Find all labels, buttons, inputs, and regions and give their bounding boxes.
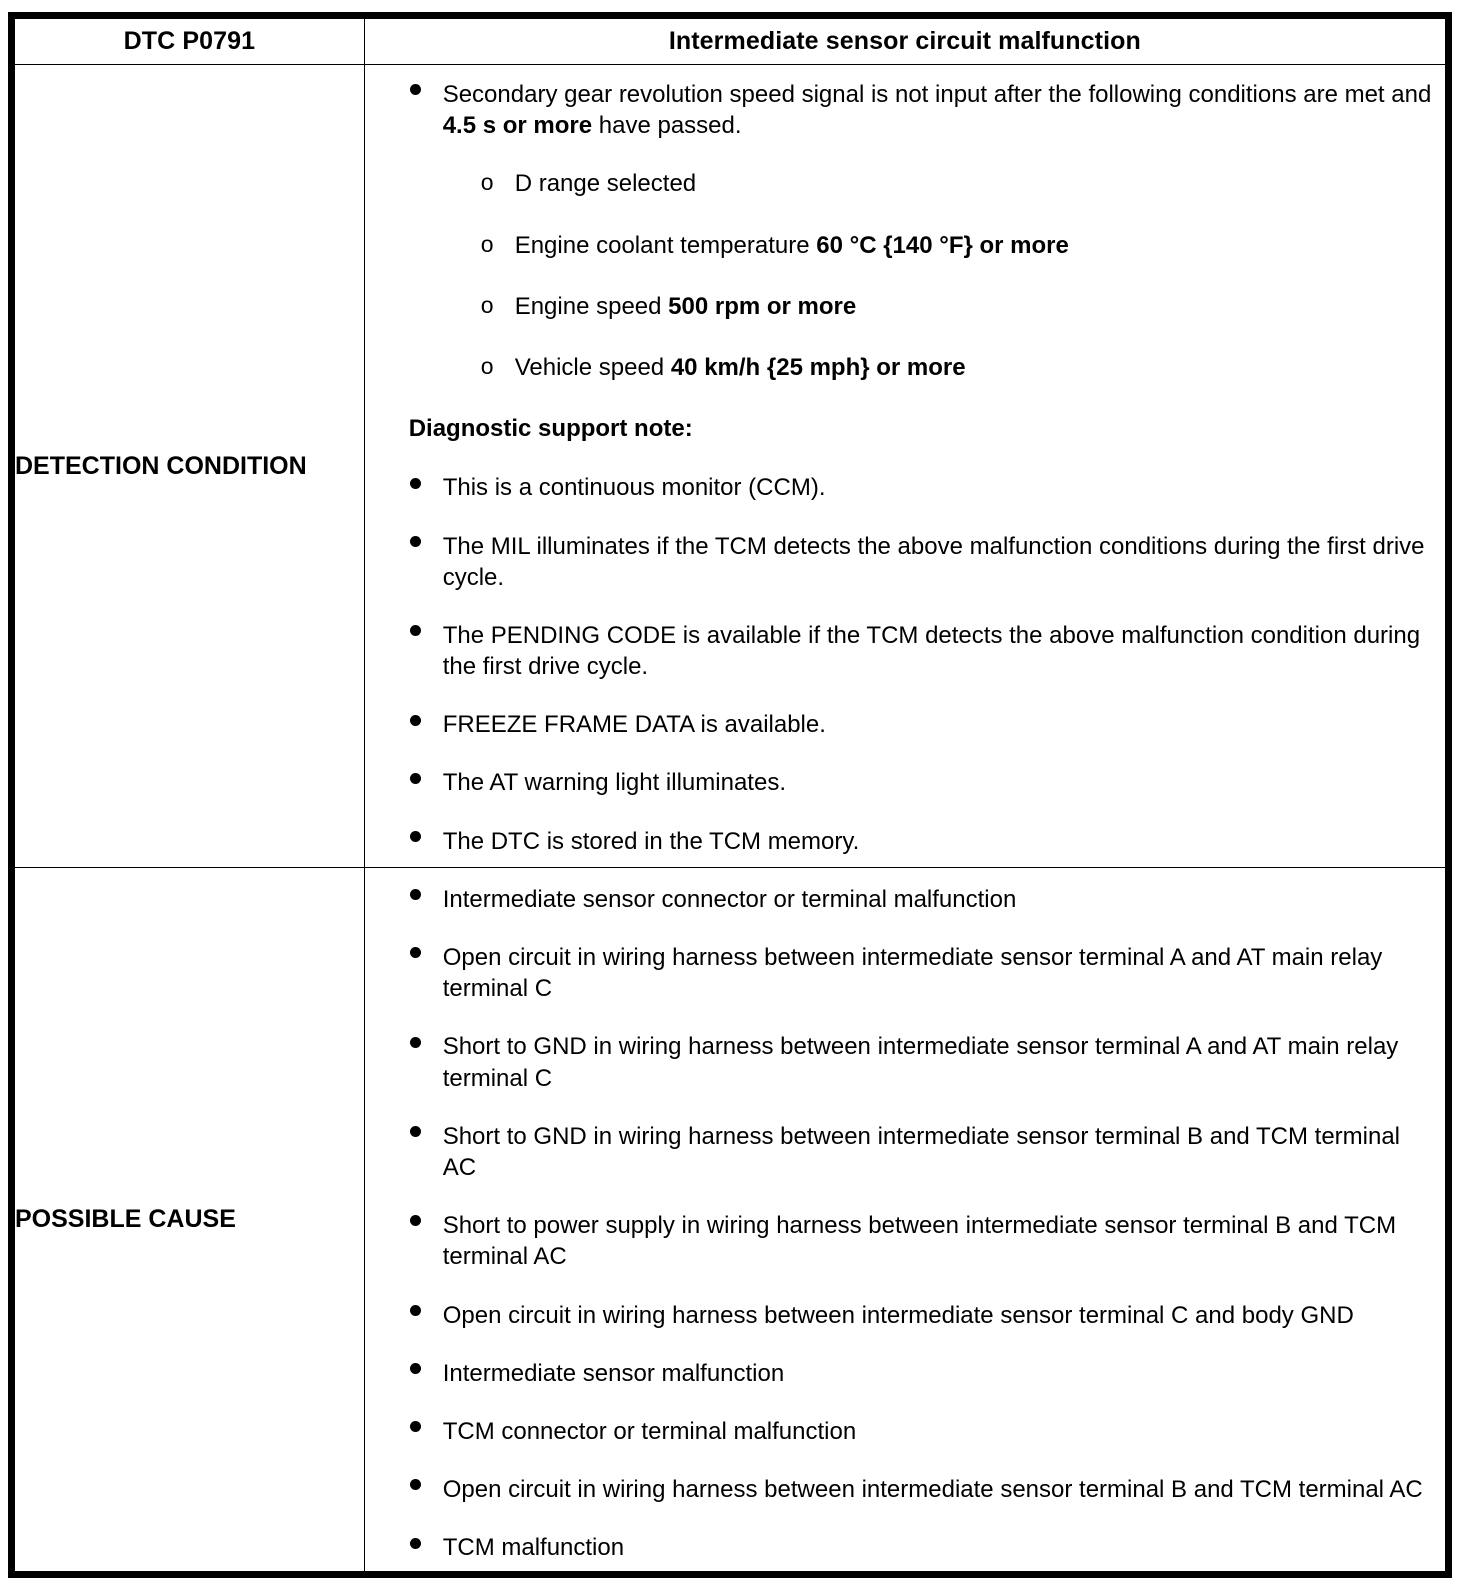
body-text: have passed. <box>592 112 742 140</box>
body-text: The MIL illuminates if the TCM detects the above malfunction conditions during the first drive cycle. <box>442 532 1425 591</box>
list-item <box>409 1300 1437 1331</box>
body-text: This is a continuous monitor (CCM). <box>442 474 826 502</box>
body-text: Short to GND in wiring harness between intermediate sensor terminal B and TCM terminal AC <box>442 1122 1401 1181</box>
body-text: The PENDING CODE is available if the TCM detects the above malfunction condition during the first drive cycle. <box>442 621 1421 681</box>
detection-condition-label-cell <box>12 65 365 868</box>
possible-cause-label: POSSIBLE CAUSE <box>15 1205 236 1234</box>
possible-cause-label-cell <box>12 867 365 1575</box>
sub-list-item <box>481 291 1437 322</box>
body-text: TCM malfunction <box>442 1534 625 1562</box>
body-text: Short to GND in wiring harness between intermediate sensor terminal A and AT main relay terminal C <box>442 1033 1399 1092</box>
filled-disc-bullet-icon <box>409 1474 431 1505</box>
body-text: Intermediate sensor malfunction <box>442 1359 785 1387</box>
body-text: Intermediate sensor connector or terminal malfunction <box>442 885 1017 913</box>
emphasis-text: 40 km/h {25 mph} or more <box>670 353 966 381</box>
filled-disc-bullet-icon <box>409 1358 431 1389</box>
filled-disc-bullet-icon <box>409 767 431 798</box>
sub-list-item <box>481 352 1437 383</box>
hollow-circle-bullet-icon <box>481 230 503 260</box>
list-item <box>409 531 1437 593</box>
list-item <box>409 1532 1437 1563</box>
list-item <box>409 79 1437 141</box>
filled-disc-bullet-icon <box>409 1121 431 1152</box>
detection-condition-label: DETECTION CONDITION <box>15 451 307 480</box>
filled-disc-bullet-icon <box>409 1416 431 1447</box>
filled-disc-bullet-icon <box>409 709 431 740</box>
possible-cause-body-cell <box>364 867 1448 1575</box>
list-item <box>409 884 1437 915</box>
possible-cause-row <box>12 867 1449 1575</box>
list-item <box>409 1416 1437 1447</box>
diagnostic-support-note-heading <box>409 413 1437 444</box>
emphasis-text: 500 rpm or more <box>668 292 857 320</box>
filled-disc-bullet-icon <box>409 942 431 973</box>
list-item <box>409 826 1437 857</box>
body-text: The AT warning light illuminates. <box>442 769 786 797</box>
list-item-text <box>443 1476 1423 1503</box>
list-item-text <box>443 474 826 501</box>
filled-disc-bullet-icon <box>409 1532 431 1563</box>
sub-list-item <box>481 168 1437 199</box>
dtc-table-body <box>12 16 1449 1575</box>
emphasis-text: 60 °C {140 °F} or more <box>816 231 1069 259</box>
list-item-text <box>443 886 1017 913</box>
dtc-table <box>8 12 1452 1578</box>
sub-list-item <box>481 230 1437 261</box>
body-text: Open circuit in wiring harness between intermediate sensor terminal A and AT main relay terminal C <box>442 944 1383 1003</box>
filled-disc-bullet-icon <box>409 884 431 915</box>
hollow-circle-bullet-icon <box>481 291 503 321</box>
filled-disc-bullet-icon <box>409 1210 431 1241</box>
list-item <box>409 472 1437 503</box>
emphasis-text: 4.5 s or more <box>442 112 593 140</box>
body-text: D range selected <box>514 170 697 198</box>
list-item <box>409 620 1437 682</box>
body-text: FREEZE FRAME DATA is available. <box>442 711 826 739</box>
list-item-text <box>443 711 826 738</box>
filled-disc-bullet-icon <box>409 472 431 503</box>
dtc-title-cell <box>364 16 1448 65</box>
body-text: TCM connector or terminal malfunction <box>442 1417 857 1445</box>
filled-disc-bullet-icon <box>409 1031 431 1062</box>
table-header-row <box>12 16 1449 65</box>
list-item-text <box>515 293 857 320</box>
dtc-code-cell <box>12 16 365 65</box>
list-item <box>409 1358 1437 1389</box>
possible-cause-content <box>365 868 1445 1572</box>
list-item-text <box>443 769 786 796</box>
filled-disc-bullet-icon <box>409 531 431 562</box>
list-item <box>409 767 1437 798</box>
list-item-text <box>443 1123 1400 1181</box>
body-text: Secondary gear revolution speed signal is not input after the following conditions are met and <box>442 81 1432 108</box>
dtc-title-text: Intermediate sensor circuit malfunction <box>668 26 1141 55</box>
list-item-text <box>443 828 860 855</box>
filled-disc-bullet-icon <box>409 79 431 110</box>
body-text: Vehicle speed <box>514 353 671 381</box>
body-text: Engine speed <box>514 292 669 320</box>
list-item <box>409 1474 1437 1505</box>
body-text: Engine coolant temperature <box>514 231 817 259</box>
list-item-text <box>515 232 1069 259</box>
hollow-circle-bullet-icon <box>481 168 503 198</box>
body-text: The DTC is stored in the TCM memory. <box>442 827 860 855</box>
detection-condition-content <box>365 65 1445 867</box>
list-item-text <box>515 170 696 197</box>
filled-disc-bullet-icon <box>409 826 431 857</box>
list-item-text <box>443 1033 1399 1091</box>
body-text: Open circuit in wiring harness between intermediate sensor terminal B and TCM terminal AC <box>442 1476 1423 1504</box>
list-item-text <box>443 1418 856 1445</box>
filled-disc-bullet-icon <box>409 1300 431 1331</box>
filled-disc-bullet-icon <box>409 620 431 651</box>
list-item <box>409 1210 1437 1272</box>
detection-condition-row <box>12 65 1449 868</box>
list-item <box>409 942 1437 1004</box>
list-item-text <box>443 533 1425 591</box>
list-item-text <box>443 622 1420 680</box>
list-item-text <box>443 1302 1354 1329</box>
list-item-text <box>443 944 1383 1002</box>
list-item-text <box>515 354 966 381</box>
list-item <box>409 1031 1437 1093</box>
list-item-text <box>443 1534 624 1561</box>
list-item-text <box>443 1360 785 1387</box>
body-text: Open circuit in wiring harness between intermediate sensor terminal C and body GND <box>442 1301 1354 1329</box>
list-item-text <box>443 81 1432 139</box>
emphasis-text: Diagnostic support note: <box>408 415 693 443</box>
hollow-circle-bullet-icon <box>481 352 503 382</box>
detection-condition-body-cell <box>364 65 1448 868</box>
body-text: Short to power supply in wiring harness between intermediate sensor terminal B and TCM terminal AC <box>442 1212 1397 1271</box>
list-item <box>409 709 1437 740</box>
list-item-text <box>443 1212 1396 1270</box>
list-item <box>409 1121 1437 1183</box>
dtc-code-text: DTC P0791 <box>123 26 256 55</box>
